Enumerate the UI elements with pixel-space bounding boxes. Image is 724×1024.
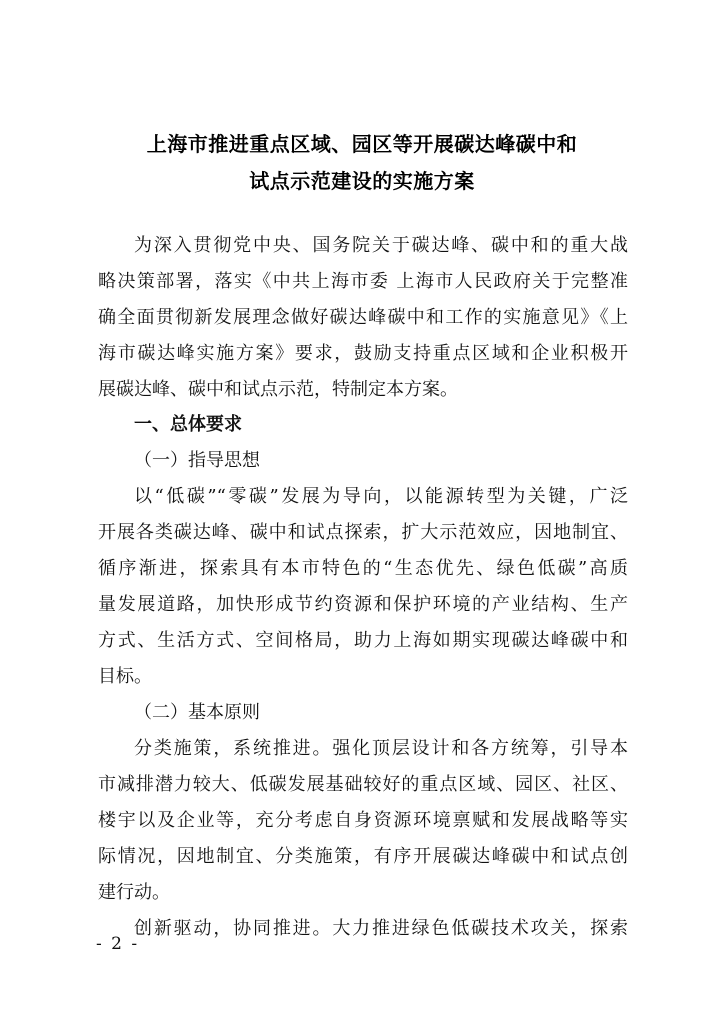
document-title-line-1: 上海市推进重点区域、园区等开展碳达峰碳中和 <box>146 132 578 156</box>
intro-line-2: 略决策部署，落实《中共上海市委 上海市人民政府关于完整准 <box>98 271 628 292</box>
intro-line-1: 为深入贯彻党中央、国务院关于碳达峰、碳中和的重大战 <box>134 235 628 256</box>
principle-1-line-3: 楼宇以及企业等，充分考虑自身资源环境禀赋和发展战略等实 <box>98 810 628 831</box>
principle-1-line-2: 市减排潜力较大、低碳发展基础较好的重点区域、园区、社区、 <box>98 774 628 795</box>
intro-line-4: 海市碳达峰实施方案》要求，鼓励支持重点区域和企业积极开 <box>98 343 628 364</box>
guiding-thought-line-4: 量发展道路，加快形成节约资源和保护环境的产业结构、生产 <box>98 594 628 615</box>
section-1-heading: 一、总体要求 <box>134 414 242 435</box>
guiding-thought-line-3: 循序渐进，探索具有本市特色的“生态优先、绿色低碳”高质 <box>98 558 628 579</box>
guiding-thought-line-1: 以“低碳”“零碳”发展为导向，以能源转型为关键，广泛 <box>134 486 628 507</box>
guiding-thought-line-6: 目标。 <box>98 666 152 687</box>
document-title-line-2: 试点示范建设的实施方案 <box>249 169 475 193</box>
intro-line-3: 确全面贯彻新发展理念做好碳达峰碳中和工作的实施意见》《上 <box>98 307 628 328</box>
page-number: - 2 - <box>96 934 140 954</box>
guiding-thought-line-2: 开展各类碳达峰、碳中和试点探索，扩大示范效应，因地制宜、 <box>98 522 628 543</box>
principle-1-line-5: 建行动。 <box>98 882 170 903</box>
subsection-1-heading: （一）指导思想 <box>134 450 260 471</box>
principle-1-line-1: 分类施策，系统推进。强化顶层设计和各方统筹，引导本 <box>134 738 628 759</box>
subsection-2-heading: （二）基本原则 <box>134 702 260 723</box>
intro-line-5: 展碳达峰、碳中和试点示范，特制定本方案。 <box>98 379 458 400</box>
principle-1-line-4: 际情况，因地制宜、分类施策，有序开展碳达峰碳中和试点创 <box>98 846 628 867</box>
principle-2-line-1: 创新驱动，协同推进。大力推进绿色低碳技术攻关，探索 <box>134 918 628 939</box>
guiding-thought-line-5: 方式、生活方式、空间格局，助力上海如期实现碳达峰碳中和 <box>98 630 628 651</box>
